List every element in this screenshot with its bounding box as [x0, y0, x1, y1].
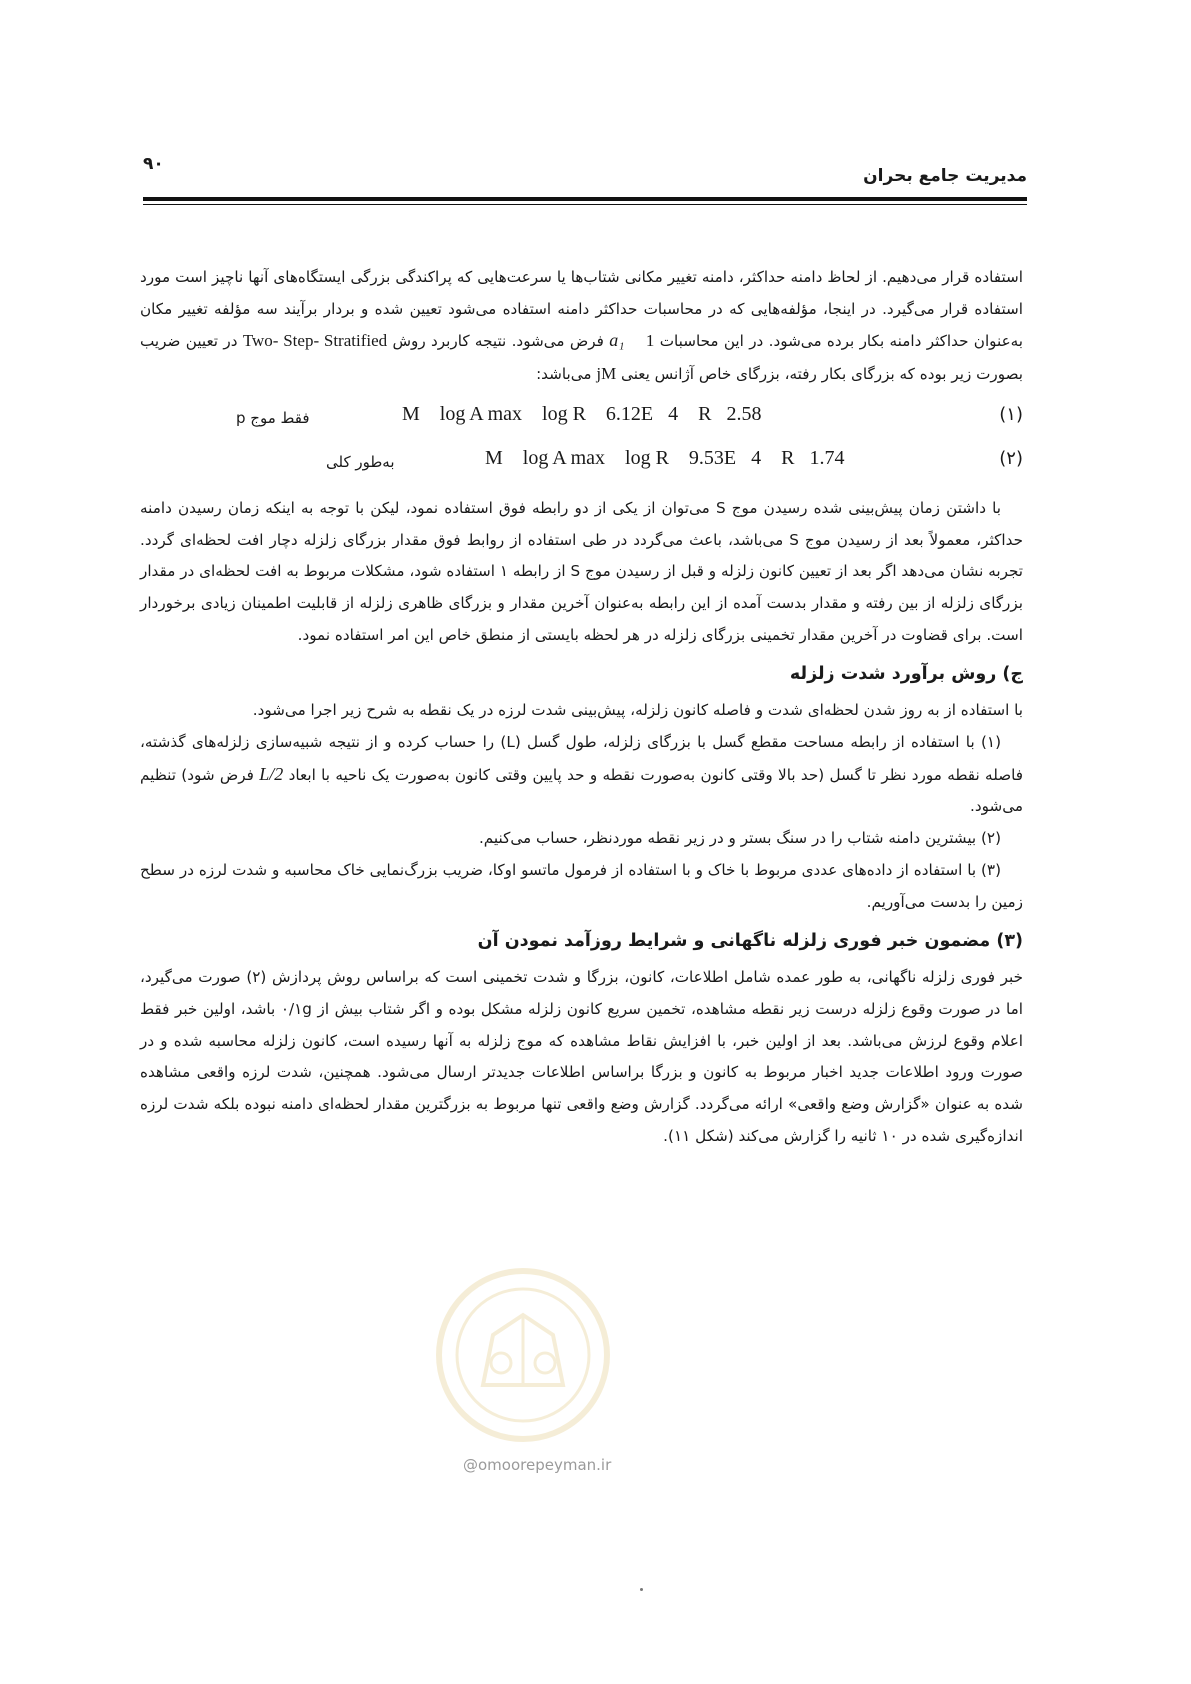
section-3-text-b: باشد، اولین خبر فقط اعلام وقوع لرزش می‌باشد. بعد از اولین خبر، با افزایش نقاط مشاهده که موج زلزله به آنها رسیده است، کانون زلزله محاسبه شده و در صورت ورود اطلاعات جدید اخبار مربوط به کانون و بزرگا براساس اطلاعات جدیدتر ارسال می‌شود. همچنین، شدت لرزه واقعی مشاهده شده به عنوان «گزارش وضع واقعی» ارائه می‌گردد. گزارش وضع واقعی تنها مربوط به بزرگترین مقدار لحظه‌ای دامنه نبوده بلکه شدت لرزه اندازه‌گیری شده در ۱۰ ثانیه را گزارش می‌کند (شکل ۱۱).	[140, 999, 1023, 1145]
section-3-heading: (۳) مضمون خبر فوری زلزله ناگهانی و شرایط روزآمد نمودن آن	[477, 931, 1023, 952]
item-1-text-a: (۱) با استفاده از رابطه مساحت مقطع گسل با بزرگای زلزله، طول گسل (L) را حساب کرده و از نتیجه شبیه‌سازی زلزله‌های گذشته، فاصله نقطه مورد نظر تا گسل (حد بالا وقتی کانون به‌صورت نقطه و حد پایین وقتی کانون به‌صورت یک ناحیه با ابعاد	[140, 733, 1024, 784]
acceleration-value: ۰/۱g	[280, 999, 312, 1018]
item-1-variable: L/2	[259, 763, 284, 784]
section-c-intro: با استفاده از به روز شدن لحظه‌ای شدت و فاصله کانون زلزله، پیش‌بینی شدت لرزه در یک نقطه به شرح زیر اجرا می‌شود.	[252, 701, 1023, 720]
running-header-title: مدیریت جامع بحران	[863, 166, 1027, 186]
section-c-heading: ج) روش برآورد شدت زلزله	[789, 664, 1023, 685]
section-c-item-2: (۲) بیشترین دامنه شتاب را در سنگ بستر و در زیر نقطه موردنظر، حساب می‌کنیم.	[478, 829, 1001, 848]
page-number: ۹۰	[143, 154, 164, 174]
agency-magnitude-jm: jM	[596, 364, 617, 384]
watermark-seal-logo	[433, 1265, 613, 1445]
section-c-item-1	[140, 727, 1023, 823]
equation-note: به‌طور کلی	[326, 452, 395, 471]
equation-number: (۲)	[999, 447, 1023, 469]
intro-one: 1	[645, 331, 655, 351]
equation-2	[140, 439, 1023, 483]
intro-text-4: می‌باشد:	[536, 365, 592, 384]
equation-expression: M log A max log R 6.12E 4 R 2.58	[402, 402, 762, 425]
intro-variable-a1: a₁	[609, 330, 625, 351]
intro-text-3: در تعیین ضریب بصورت زیر بوده که بزرگای بکار رفته، بزرگای خاص آژانس یعنی	[140, 332, 1023, 384]
page-body	[140, 262, 1023, 1152]
equation-expression: M log A max log R 9.53E 4 R 1.74	[485, 446, 845, 469]
intro-paragraph	[140, 262, 1023, 391]
watermark-url: @omoorepeyman.ir	[463, 1456, 612, 1474]
section-3-text-a: خبر فوری زلزله ناگهانی، به طور عمده شامل اطلاعات، کانون، بزرگا و شدت تخمینی است که براساس روش پردازش (۲) صورت می‌گیرد، اما در صورت وقوع زلزله درست زیر نقطه مشاهده، تخمین سریع کانون زلزله مشکل بوده و اگر شتاب بیش از	[140, 968, 1024, 1018]
footer-dot	[640, 1588, 643, 1591]
header-rule-thin	[143, 204, 1027, 205]
header-rule-thick	[143, 197, 1027, 201]
equation-note: فقط موج p	[236, 408, 310, 427]
method-name: Two- Step- Stratified	[242, 331, 388, 351]
item-1-text-b: فرض شود) تنظیم می‌شود.	[140, 765, 1023, 816]
section-3-body	[140, 962, 1023, 1152]
page-header	[143, 150, 1027, 200]
intro-text-1: استفاده قرار می‌دهیم. از لحاظ دامنه حداکثر، دامنه تغییر مکانی شتاب‌ها یا سرعت‌هایی که پراکندگی بزرگی ایستگاه‌های آنها ناچیز است مورد استفاده قرار می‌گیرد. در اینجا، مؤلفه‌هایی که در محاسبات حداکثر دامنه استفاده می‌شود تعیین شده و بردار برآیند سه مؤلفه تغییر مکان به‌عنوان حداکثر دامنه بکار برده می‌شود. در این محاسبات	[140, 268, 1024, 351]
section-c-item-3: (۳) با استفاده از داده‌های عددی مربوط با خاک و با استفاده از فرمول ماتسو اوکا، ضریب بزرگ‌نمایی خاک محاسبه و شدت لرزه در سطح زمین را بدست می‌آوریم.	[140, 860, 1023, 911]
intro-text-2: فرض می‌شود. نتیجه کاربرد روش	[392, 332, 604, 351]
equation-1	[140, 395, 1023, 439]
equation-number: (۱)	[999, 403, 1023, 425]
s-wave-paragraph: با داشتن زمان پیش‌بینی شده رسیدن موج S می‌توان از یکی از دو رابطه فوق استفاده نمود، لیکن با توجه به اینکه زمان رسیدن دامنه حداکثر، معمولاً بعد از رسیدن موج S می‌باشد، باعث می‌گردد در طی استفاده از روابط فوق مقدار بزرگای زلزله دچار افت لحظه‌ای گردد. تجربه نشان می‌دهد اگر بعد از تعیین کانون زلزله و قبل از رسیدن موج S از رابطه ۱ استفاده شود، مشکلات مربوط به افت لحظه‌ای در مقدار بزرگای زلزله از بین رفته و مقدار بدست آمده از این رابطه به‌عنوان آخرین مقدار و بزرگای ظاهری زلزله از قابلیت اطمینان زیادی برخوردار است. برای قضاوت در آخرین مقدار تخمینی بزرگای زلزله در هر لحظه بایستی از منطق خاص این امر استفاده نمود.	[140, 498, 1023, 644]
